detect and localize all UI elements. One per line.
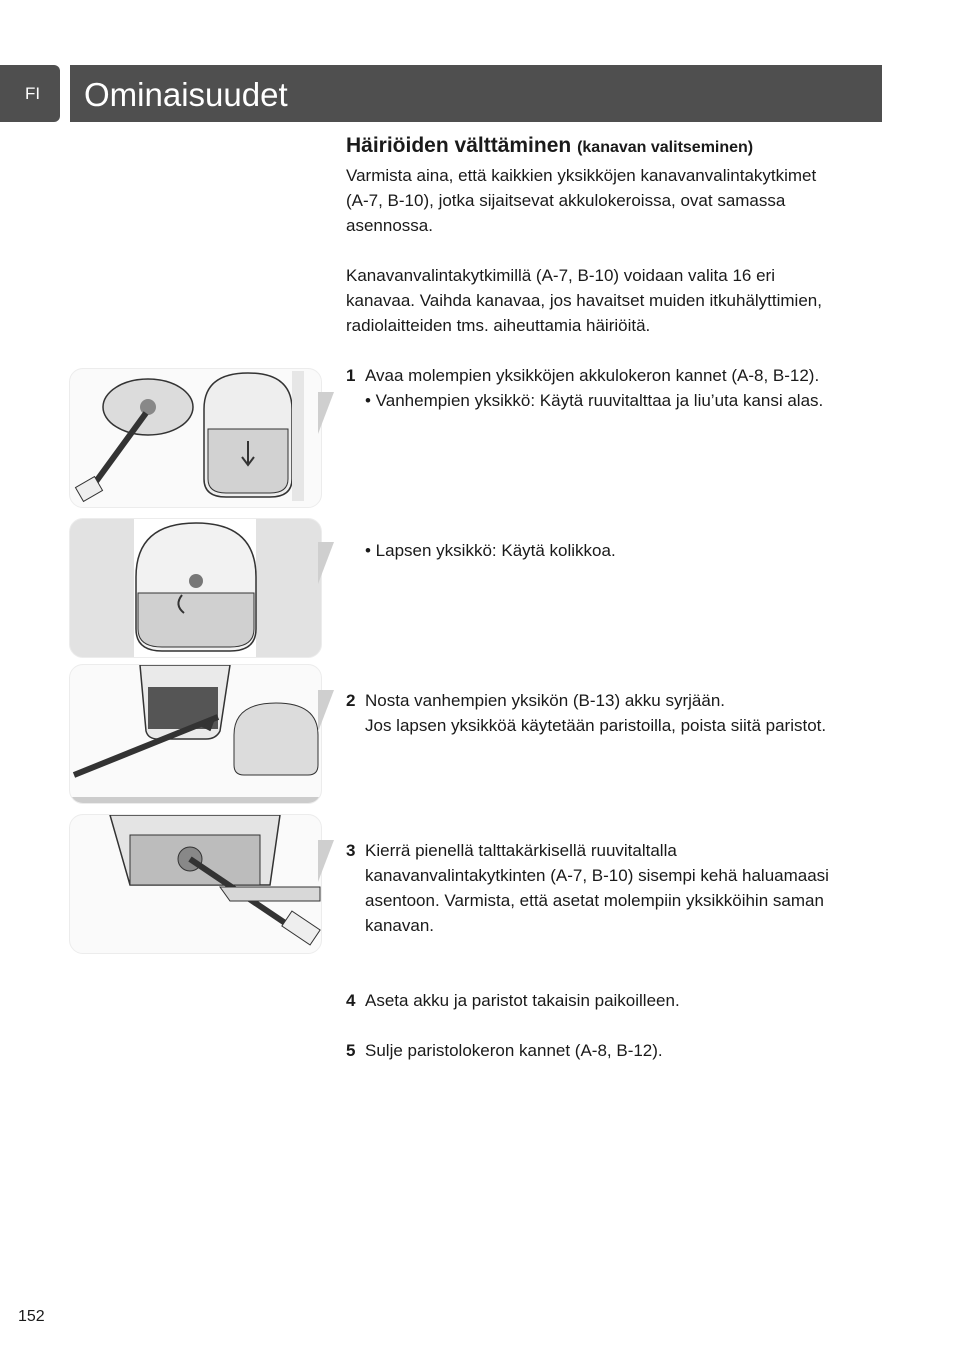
heading-main: Häiriöiden välttäminen	[346, 134, 572, 157]
arrow-wedge-icon	[318, 690, 334, 732]
arrow-wedge-icon	[318, 542, 334, 584]
step-number: 3	[346, 841, 356, 860]
arrow-wedge-icon	[318, 840, 334, 882]
step-2: 2 Nosta vanhempien yksikön (B-13) akku syrjään. Jos lapsen yksikköä käytetään paristoilla, poista siitä paristot.	[346, 688, 876, 738]
section-heading	[346, 131, 876, 163]
main-content	[346, 131, 876, 1063]
illustration-parent-unit-cover	[69, 368, 322, 508]
step-number: 1	[346, 366, 356, 385]
step-1: 1 Avaa molempien yksikköjen akkulokeron kannet (A-8, B-12).	[346, 363, 876, 388]
illustration-channel-switch	[69, 814, 322, 954]
language-tab: FI	[0, 65, 60, 122]
step-number: 2	[346, 691, 356, 710]
heading-sub: (kanavan valitseminen)	[577, 139, 754, 156]
step-number: 5	[346, 1041, 356, 1060]
step-1-bullet-parent: • Vanhempien yksikkö: Käytä ruuvitalttaa ja liu’uta kansi alas.	[365, 391, 824, 410]
illustration-child-unit-coin	[69, 518, 322, 658]
step-number: 4	[346, 991, 356, 1010]
intro-paragraph: Varmista aina, että kaikkien yksikköjen kanavanvalintakytkimet (A-7, B-10), jotka sijaitsevat akkulokeroissa, ovat samassa asennossa.	[346, 166, 817, 235]
page-number: 152	[18, 1308, 45, 1325]
channel-paragraph: Kanavanvalintakytkimillä (A-7, B-10) voidaan valita 16 eri kanavaa. Vaihda kanavaa, jos havaitset muiden itkuhälyttimien, radiolaitteiden tms. aiheuttamia häiriöitä.	[346, 266, 822, 335]
page-title: Ominaisuudet	[70, 65, 882, 122]
illustration-battery-removal	[69, 664, 322, 804]
arrow-wedge-icon	[318, 392, 334, 434]
step-4: 4 Aseta akku ja paristot takaisin paikoilleen.	[346, 988, 876, 1013]
step-3: 3 Kierrä pienellä talttakärkisellä ruuvitaltalla kanavanvalintakytkinten (A-7, B-10) sisempi kehä haluamaasi asentoon. Varmista, että asetat molempiin yksikköihin saman kanavan.	[346, 838, 876, 938]
step-1-bullet-child: • Lapsen yksikkö: Käytä kolikkoa.	[365, 541, 616, 560]
step-5: 5 Sulje paristolokeron kannet (A-8, B-12).	[346, 1038, 876, 1063]
